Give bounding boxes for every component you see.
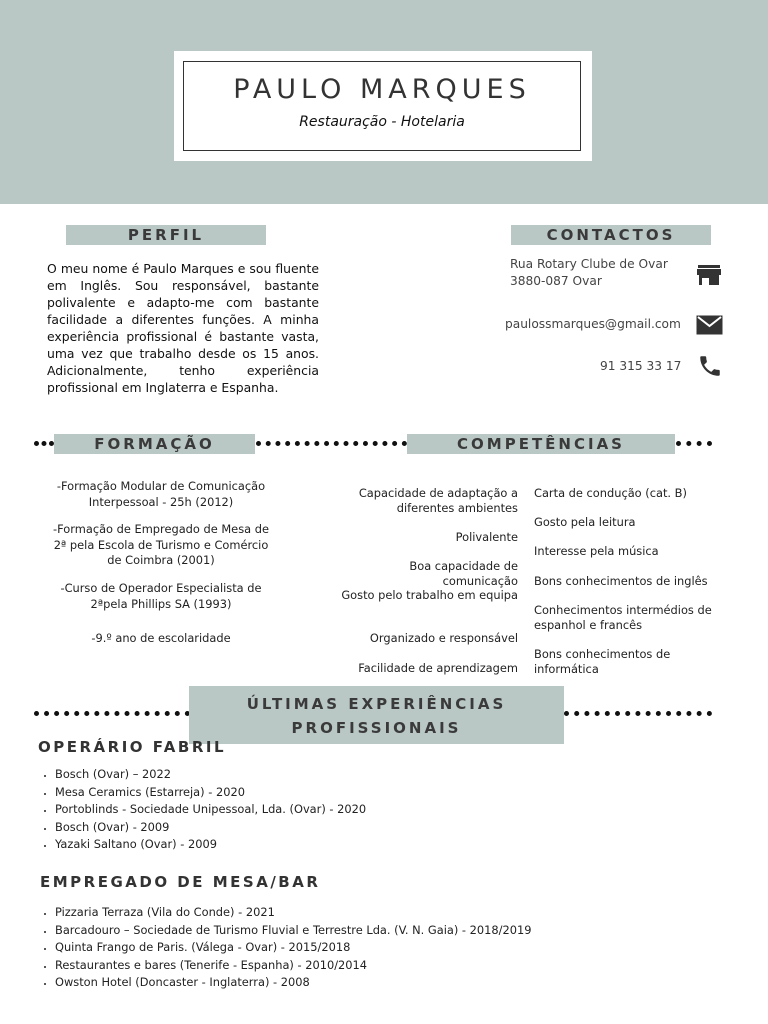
formacao-item: -Curso de Operador Especialista de 2ªpela Phillips SA (1993) xyxy=(60,581,262,611)
address-line-1: Rua Rotary Clube de Ovar xyxy=(510,257,668,271)
dotted-divider-middle xyxy=(256,441,407,446)
formacao-heading: FORMAÇÃO xyxy=(54,434,255,454)
perfil-text: O meu nome é Paulo Marques e sou fluente em Inglês. Sou responsável, bastante polivalente e adapto-me com bastante facilidade a diferentes funções. A minha experiência profissional é bastante vasta, uma vez que trabalho desde os 15 anos. Adicionalmente, tenho experiência profissional em Inglaterra e Espanha. xyxy=(47,261,319,395)
candidate-subtitle: Restauração - Hotelaria xyxy=(299,114,465,130)
dotted-divider-left xyxy=(34,441,54,446)
experiencias-heading-line-1: ÚLTIMAS EXPERIÊNCIAS xyxy=(246,695,507,713)
competencia-item: Polivalente xyxy=(455,530,518,544)
formacao-item: -Formação Modular de Comunicação Interpessoal - 25h (2012) xyxy=(56,479,266,509)
list-item: • Barcadouro – Sociedade de Turismo Fluvial e Terrestre Lda. (V. N. Gaia) - 2018/2019 xyxy=(55,922,531,940)
competencia-item: Boa capacidade de comunicação xyxy=(409,559,518,588)
competencia-item: Carta de condução (cat. B) xyxy=(534,486,687,500)
formacao-item: -9.º ano de escolaridade xyxy=(91,631,231,645)
list-item: • Owston Hotel (Doncaster - Inglaterra) - 2008 xyxy=(55,974,531,992)
competencia-item: Bons conhecimentos de informática xyxy=(534,647,671,676)
competencia-item: Gosto pela leitura xyxy=(534,515,636,529)
dotted-divider-exp-left xyxy=(34,711,190,716)
list-item: • Bosch (Ovar) – 2022 xyxy=(55,766,366,784)
name-frame xyxy=(183,61,581,151)
phone-icon xyxy=(697,353,723,379)
list-item: • Restaurantes e bares (Tenerife - Espanha) - 2010/2014 xyxy=(55,957,531,975)
competencia-item: Organizado e responsável xyxy=(369,631,518,645)
address-line-2: 3880-087 Ovar xyxy=(510,274,602,288)
list-item: • Quinta Frango de Paris. (Válega - Ovar) - 2015/2018 xyxy=(55,939,531,957)
experiencias-heading-line-2: PROFISSIONAIS xyxy=(291,719,462,737)
list-item: • Mesa Ceramics (Estarreja) - 2020 xyxy=(55,784,366,802)
competencia-item: Gosto pelo trabalho em equipa xyxy=(341,588,518,602)
competencia-item: Conhecimentos intermédios de espanhol e francês xyxy=(534,603,712,632)
competencia-item: Facilidade de aprendizagem xyxy=(358,661,518,675)
competencia-item: Capacidade de adaptação a diferentes ambientes xyxy=(358,486,518,515)
exp-list-empregado xyxy=(30,904,531,992)
formacao-item: -Formação de Empregado de Mesa de 2ª pela Escola de Turismo e Comércio de Coimbra (2001) xyxy=(53,522,269,567)
exp-group-title: OPERÁRIO FABRIL xyxy=(38,738,227,756)
list-item: • Pizzaria Terraza (Vila do Conde) - 2021 xyxy=(55,904,531,922)
experiencias-heading xyxy=(189,686,564,744)
email-icon xyxy=(696,315,723,335)
exp-list-operario xyxy=(30,766,366,854)
contactos-heading: CONTACTOS xyxy=(511,225,711,245)
perfil-heading: PERFIL xyxy=(66,225,266,245)
competencias-heading: COMPETÊNCIAS xyxy=(407,434,675,454)
list-item: • Bosch (Ovar) - 2009 xyxy=(55,819,366,837)
exp-group-title: EMPREGADO DE MESA/BAR xyxy=(40,873,321,891)
competencia-item: Interesse pela música xyxy=(534,544,659,558)
candidate-name: PAULO MARQUES xyxy=(233,74,531,105)
list-item: • Yazaki Saltano (Ovar) - 2009 xyxy=(55,836,366,854)
dotted-divider-right xyxy=(676,441,712,446)
store-icon xyxy=(697,264,723,286)
dotted-divider-exp-right xyxy=(564,711,712,716)
phone-number[interactable]: 91 315 33 17 xyxy=(600,359,682,373)
email-address[interactable]: paulossmarques@gmail.com xyxy=(505,317,681,331)
competencia-item: Bons conhecimentos de inglês xyxy=(534,574,708,588)
list-item: • Portoblinds - Sociedade Unipessoal, Lda. (Ovar) - 2020 xyxy=(55,801,366,819)
